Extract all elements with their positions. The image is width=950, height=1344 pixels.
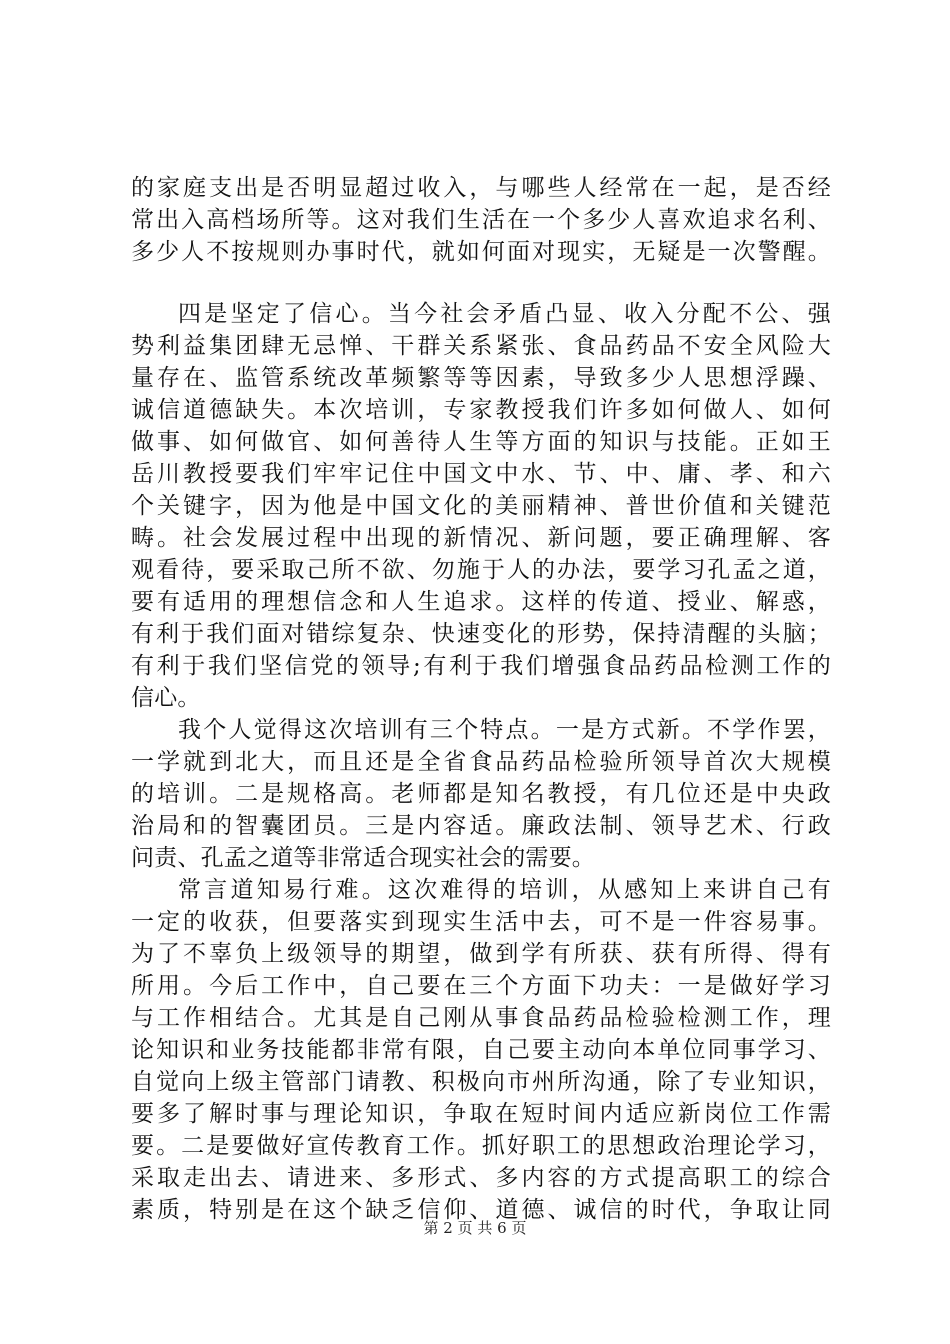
text-line: 诚信道德缺失。本次培训，专家教授我们许多如何做人、如何 — [131, 397, 831, 423]
text-line: 有利于我们面对错综复杂、快速变化的形势，保持清醒的头脑； — [131, 621, 831, 647]
text-line: 所用。今后工作中，自己要在三个方面下功夫：一是做好学习 — [131, 973, 831, 999]
text-line: 观看待，要采取己所不欲、勿施于人的办法，要学习孔孟之道， — [131, 557, 831, 583]
text-line: 治局和的智囊团员。三是内容适。廉政法制、领导艺术、行政 — [131, 813, 831, 839]
text-line: 畴。社会发展过程中出现的新情况、新问题，要正确理解、客 — [131, 525, 831, 551]
text-line: 为了不辜负上级领导的期望，做到学有所获、获有所得、得有 — [131, 941, 831, 967]
text-line: 一定的收获，但要落实到现实生活中去，可不是一件容易事。 — [131, 909, 831, 935]
text-line: 岳川教授要我们牢牢记住中国文中水、节、中、庸、孝、和六 — [131, 461, 831, 487]
text-line: 四是坚定了信心。当今社会矛盾凸显、收入分配不公、强 — [178, 301, 831, 327]
text-line: 问责、孔孟之道等非常适合现实社会的需要。 — [131, 845, 595, 871]
text-line: 多少人不按规则办事时代，就如何面对现实，无疑是一次警醒。 — [131, 239, 831, 265]
page-number: 第 2 页 共 6 页 — [423, 1219, 527, 1237]
text-line: 量存在、监管系统改革频繁等等因素，导致多少人思想浮躁、 — [131, 365, 831, 391]
text-line: 有利于我们坚信党的领导;有利于我们增强食品药品检测工作的 — [131, 653, 831, 679]
text-line: 我个人觉得这次培训有三个特点。一是方式新。不学作罢， — [178, 717, 831, 743]
text-line: 自觉向上级主管部门请教、积极向市州所沟通，除了专业知识， — [131, 1069, 831, 1095]
paragraph-gap — [131, 268, 831, 298]
text-line: 与工作相结合。尤其是自己刚从事食品药品检验检测工作，理 — [131, 1005, 831, 1031]
text-line: 论知识和业务技能都非常有限，自己要主动向本单位同事学习、 — [131, 1037, 831, 1063]
text-line: 要多了解时事与理论知识，争取在短时间内适应新岗位工作需 — [131, 1101, 831, 1127]
text-line: 的培训。二是规格高。老师都是知名教授，有几位还是中央政 — [131, 781, 831, 807]
text-line: 个关键字，因为他是中国文化的美丽精神、普世价值和关键范 — [131, 493, 831, 519]
text-line: 势利益集团肆无忌惮、干群关系紧张、食品药品不安全风险大 — [131, 333, 831, 359]
text-line: 要有适用的理想信念和人生追求。这样的传道、授业、解惑， — [131, 589, 831, 615]
text-line: 一学就到北大，而且还是全省食品药品检验所领导首次大规模 — [131, 749, 831, 775]
text-line: 常言道知易行难。这次难得的培训，从感知上来讲自己有 — [178, 877, 831, 903]
text-line: 要。二是要做好宣传教育工作。抓好职工的思想政治理论学习， — [131, 1133, 831, 1159]
text-line: 采取走出去、请进来、多形式、多内容的方式提高职工的综合 — [131, 1165, 831, 1191]
text-line: 的家庭支出是否明显超过收入，与哪些人经常在一起，是否经 — [131, 175, 831, 201]
text-line: 信心。 — [131, 685, 201, 711]
text-line: 做事、如何做官、如何善待人生等方面的知识与技能。正如王 — [131, 429, 831, 455]
text-line: 素质，特别是在这个缺乏信仰、道德、诚信的时代，争取让同 — [131, 1197, 831, 1223]
text-line: 常出入高档场所等。这对我们生活在一个多少人喜欢追求名利、 — [131, 207, 831, 233]
document-body — [131, 172, 831, 1226]
page-footer — [0, 1218, 950, 1238]
